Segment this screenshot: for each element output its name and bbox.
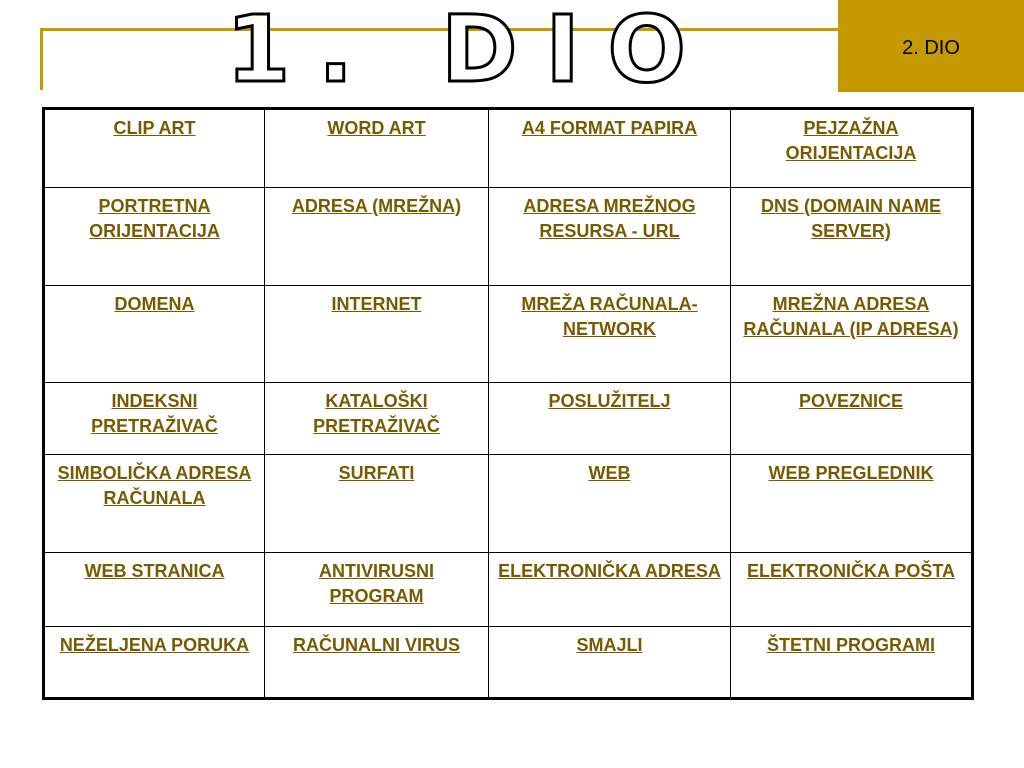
glossary-link[interactable]: POSLUŽITELJ — [548, 391, 671, 411]
glossary-link[interactable]: A4 FORMAT PAPIRA — [521, 118, 698, 138]
glossary-link[interactable]: INTERNET — [331, 294, 422, 314]
nav-button-part-2[interactable] — [838, 0, 1024, 92]
table-cell — [489, 286, 731, 383]
glossary-link[interactable]: ANTIVIRUSNI PROGRAM — [318, 561, 434, 607]
table-cell — [45, 455, 265, 553]
glossary-link[interactable]: WEB PREGLEDNIK — [768, 463, 934, 483]
table-cell — [45, 188, 265, 286]
table-cell — [489, 553, 731, 627]
table-row — [45, 383, 971, 455]
table-cell — [45, 286, 265, 383]
table-cell — [731, 455, 971, 553]
table-cell — [265, 627, 489, 697]
glossary-link[interactable]: DNS (DOMAIN NAME SERVER) — [761, 196, 941, 242]
table-cell — [731, 188, 971, 286]
page-title: 1. DIO — [226, 0, 714, 103]
table-cell — [265, 383, 489, 455]
table-cell — [45, 383, 265, 455]
glossary-link[interactable]: ADRESA MREŽNOG RESURSA - URL — [523, 196, 696, 242]
table-cell — [489, 383, 731, 455]
glossary-link[interactable]: KATALOŠKI PRETRAŽIVAČ — [313, 391, 440, 437]
glossary-link[interactable]: CLIP ART — [113, 118, 196, 138]
table-cell — [731, 627, 971, 697]
table-row — [45, 553, 971, 627]
glossary-link[interactable]: PEJZAŽNA ORIJENTACIJA — [785, 118, 917, 164]
table-cell — [265, 110, 489, 188]
table-row — [45, 286, 971, 383]
glossary-body — [45, 110, 971, 697]
table-row — [45, 188, 971, 286]
glossary-link[interactable]: DOMENA — [114, 294, 195, 314]
table-cell — [731, 110, 971, 188]
glossary-link[interactable]: ELEKTRONIČKA ADRESA — [498, 561, 721, 581]
table-cell — [489, 627, 731, 697]
table-cell — [489, 455, 731, 553]
glossary-link[interactable]: SURFATI — [338, 463, 415, 483]
glossary-link[interactable]: PORTRETNA ORIJENTACIJA — [89, 196, 220, 242]
glossary-link[interactable]: POVEZNICE — [798, 391, 904, 411]
table-cell — [45, 627, 265, 697]
table-cell — [731, 286, 971, 383]
table-row — [45, 455, 971, 553]
glossary-link[interactable]: WORD ART — [327, 118, 426, 138]
glossary-link[interactable]: MREŽA RAČUNALA-NETWORK — [521, 294, 698, 340]
glossary-link[interactable]: RAČUNALNI VIRUS — [292, 635, 460, 655]
glossary-link[interactable]: NEŽELJENA PORUKA — [59, 635, 250, 655]
table-cell — [265, 553, 489, 627]
table-cell — [265, 455, 489, 553]
table-cell — [489, 188, 731, 286]
glossary-link[interactable]: ŠTETNI PROGRAMI — [766, 635, 935, 655]
glossary-link[interactable]: WEB — [588, 463, 631, 483]
table-cell — [45, 553, 265, 627]
table-cell — [45, 110, 265, 188]
table-row — [45, 110, 971, 188]
table-cell — [265, 286, 489, 383]
glossary-link[interactable]: INDEKSNI PRETRAŽIVAČ — [91, 391, 218, 437]
glossary-link[interactable]: SIMBOLIČKA ADRESA RAČUNALA — [57, 463, 252, 509]
glossary-table — [42, 107, 974, 700]
glossary-link[interactable]: WEB STRANICA — [84, 561, 225, 581]
table-row — [45, 627, 971, 697]
nav-button-label: 2. DIO — [902, 37, 960, 59]
table-cell — [731, 383, 971, 455]
glossary-link[interactable]: ELEKTRONIČKA POŠTA — [746, 561, 955, 581]
table-cell — [265, 188, 489, 286]
glossary-link[interactable]: SMAJLI — [576, 635, 643, 655]
table-cell — [489, 110, 731, 188]
table-cell — [731, 553, 971, 627]
glossary-link[interactable]: ADRESA (MREŽNA) — [291, 196, 462, 216]
glossary-link[interactable]: MREŽNA ADRESA RAČUNALA (IP ADRESA) — [743, 294, 959, 340]
